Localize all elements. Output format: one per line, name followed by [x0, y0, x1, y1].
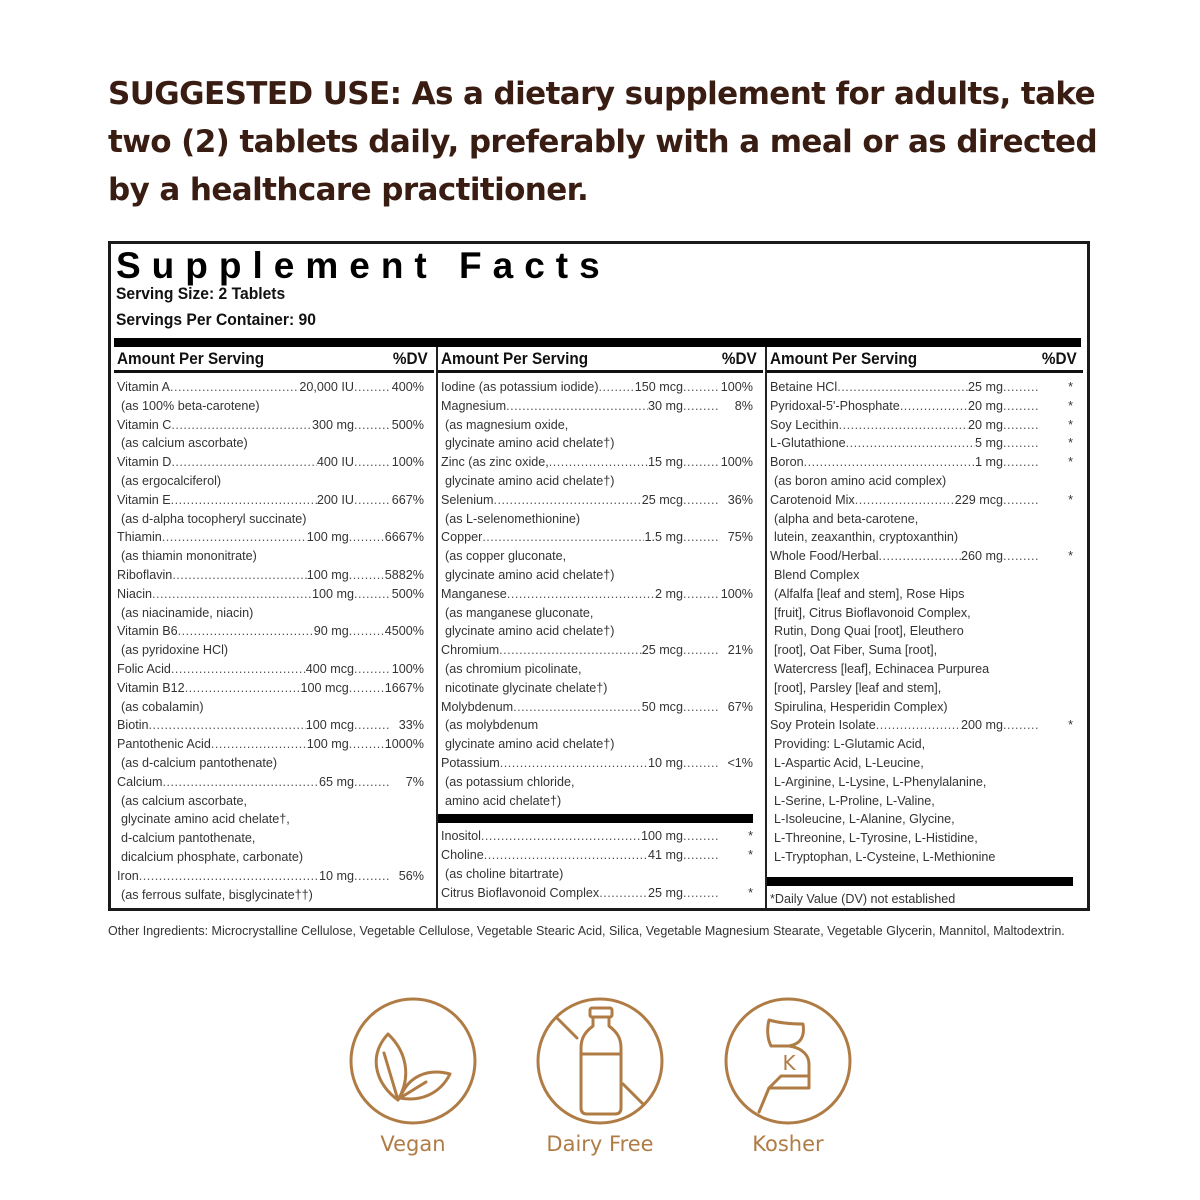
- nutrient-source: glycinate amino acid chelate†): [445, 737, 615, 752]
- dot-leader: [683, 641, 719, 660]
- svg-text:K: K: [782, 1051, 796, 1075]
- nutrient-amount: 15 mg: [647, 455, 683, 470]
- dot-leader: [354, 378, 390, 397]
- dot-leader: [846, 434, 975, 453]
- facts-title: Supplement Facts: [116, 245, 611, 286]
- nutrient-row: [117, 453, 424, 472]
- nutrient-source: (alpha and beta-carotene,: [774, 511, 919, 526]
- nutrient-dv: *: [1068, 455, 1073, 470]
- dot-leader: [804, 453, 975, 472]
- nutrient-dv: 100%: [720, 455, 753, 470]
- nutrient-source: dicalcium phosphate, carbonate): [121, 849, 304, 864]
- column-header: [438, 347, 763, 373]
- nutrient-dv: 500%: [391, 586, 424, 601]
- nutrient-name: Iron: [117, 868, 139, 883]
- nutrient-amount: 200 IU: [316, 492, 354, 507]
- nutrient-name: Vitamin E: [117, 492, 171, 507]
- nutrient-source: lutein, zeaxanthin, cryptoxanthin): [774, 530, 959, 545]
- dot-leader: [683, 585, 719, 604]
- dot-leader: [837, 378, 968, 397]
- nutrient-source: glycinate amino acid chelate†): [445, 567, 615, 582]
- nutrient-row: [770, 416, 1073, 435]
- dot-leader: [855, 491, 955, 510]
- nutrient-amount: 1 mg: [975, 455, 1003, 470]
- nutrient-row: [441, 453, 753, 472]
- nutrient-name: Soy Lecithin: [770, 417, 839, 432]
- dot-leader: [354, 867, 390, 886]
- nutrient-source: glycinate amino acid chelate†): [445, 473, 615, 488]
- dot-leader: [349, 528, 385, 547]
- nutrient-amount: 90 mg: [313, 624, 349, 639]
- dot-leader: [152, 585, 312, 604]
- nutrient-row: [117, 735, 424, 754]
- nutrient-source: Providing: L-Glutamic Acid,: [774, 737, 926, 752]
- nutrient-row: [441, 378, 753, 397]
- dot-leader: [499, 641, 642, 660]
- nutrient-row: [441, 827, 753, 846]
- nutrient-name: Chromium: [441, 643, 500, 658]
- nutrient-row: [117, 660, 424, 679]
- nutrient-source: (as calcium ascorbate): [121, 436, 248, 451]
- nutrient-name: Molybdenum: [441, 699, 514, 714]
- dot-leader: [139, 867, 319, 886]
- nutrient-name: Vitamin D: [117, 455, 172, 470]
- nutrient-amount: 1.5 mg: [644, 530, 683, 545]
- dot-leader: [500, 754, 648, 773]
- nutrient-amount: 30 mg: [647, 398, 683, 413]
- dot-leader: [683, 754, 719, 773]
- nutrient-name: Vitamin B12: [117, 680, 185, 695]
- nutrient-amount: 25 mg: [647, 885, 683, 900]
- nutrient-amount: 2 mg: [655, 586, 683, 601]
- dot-leader: [349, 622, 385, 641]
- dot-leader: [839, 416, 968, 435]
- nutrient-row: [441, 754, 753, 773]
- nutrient-row: [770, 453, 1073, 472]
- nutrient-source: (as potassium chloride,: [445, 774, 575, 789]
- nutrient-list: [767, 373, 1083, 909]
- nutrient-source: (as copper gluconate,: [445, 549, 567, 564]
- nutrient-source: d-calcium pantothenate,: [121, 831, 256, 846]
- nutrient-source: nicotinate glycinate chelate†): [445, 680, 608, 695]
- nutrient-amount: 100 mg: [306, 530, 349, 545]
- dot-leader: [1003, 491, 1039, 510]
- nutrient-row: [441, 698, 753, 717]
- nutrient-dv: 400%: [391, 380, 424, 394]
- dot-leader: [185, 679, 301, 698]
- nutrient-dv: *: [748, 885, 753, 900]
- nutrient-amount: 10 mg: [647, 755, 683, 770]
- nutrient-dv: 8%: [734, 398, 753, 413]
- nutrient-dv: *: [1068, 436, 1073, 451]
- nutrient-amount: 10 mg: [318, 868, 354, 883]
- dot-leader: [171, 491, 317, 510]
- nutrient-amount: 50 mcg: [641, 699, 683, 714]
- nutrient-source: (as cobalamin): [121, 699, 204, 714]
- nutrient-row: [441, 491, 753, 510]
- dot-leader: [349, 679, 385, 698]
- nutrient-amount: 5 mg: [975, 436, 1003, 451]
- nutrient-dv: 100%: [720, 380, 753, 394]
- nutrient-source: [root], Oat Fiber, Suma [root],: [774, 643, 938, 658]
- dot-leader: [599, 884, 648, 903]
- nutrient-row: [117, 528, 424, 547]
- nutrient-source: L-Isoleucine, L-Alanine, Glycine,: [774, 812, 955, 827]
- dot-leader: [879, 547, 961, 566]
- nutrient-name: Riboflavin: [117, 567, 173, 582]
- dot-leader: [354, 773, 390, 792]
- specialty-list: [770, 378, 1073, 867]
- nutrient-dv: *: [1068, 718, 1073, 733]
- badge-kosher: [718, 996, 858, 1156]
- leaf-icon: [348, 996, 478, 1126]
- divider-bar: [114, 338, 1081, 347]
- dot-leader: [354, 416, 390, 435]
- nutrient-row: [441, 585, 753, 604]
- dot-leader: [170, 378, 299, 397]
- nutrient-source: L-Arginine, L-Lysine, L-Phenylalanine,: [774, 774, 987, 789]
- nutrient-row: [770, 716, 1073, 735]
- suggested-use-text: SUGGESTED USE: As a dietary supplement for adults, take two (2) tablets daily, preferably with a meal or as directed by a healthcare practitioner.: [108, 76, 1098, 208]
- dot-leader: [506, 397, 648, 416]
- amount-per-serving-label: Amount Per Serving: [770, 348, 918, 368]
- dot-leader: [171, 453, 317, 472]
- nutrient-name: Copper: [441, 530, 483, 545]
- nutrient-source: (as ferrous sulfate, bisglycinate††): [121, 887, 313, 902]
- divider-bar: [767, 877, 1073, 886]
- dot-leader: [484, 846, 648, 865]
- nutrient-name: Pyridoxal-5'-Phosphate: [770, 398, 900, 413]
- nutrient-amount: 65 mg: [318, 774, 354, 789]
- nutrient-row: [117, 867, 424, 886]
- nutrient-amount: 100 mg: [306, 567, 349, 582]
- amount-per-serving-label: Amount Per Serving: [441, 348, 589, 368]
- nutrient-row: [117, 773, 424, 792]
- dot-leader: [354, 585, 390, 604]
- nutrient-source: (as magnesium oxide,: [445, 417, 569, 432]
- dot-leader: [683, 491, 719, 510]
- nutrient-dv: 4500%: [384, 624, 424, 639]
- nutrient-source: Rutin, Dong Quai [root], Eleuthero: [774, 624, 964, 639]
- nutrient-row: [770, 434, 1073, 453]
- nutrient-row: [117, 585, 424, 604]
- nutrient-source: (as molybdenum: [445, 718, 539, 733]
- nutrient-source: Blend Complex: [774, 567, 860, 582]
- nutrient-name: Vitamin A: [117, 380, 170, 394]
- nutrient-dv: 56%: [398, 868, 424, 883]
- nutrient-name: Choline: [441, 848, 484, 863]
- nutrient-dv: 36%: [727, 492, 753, 507]
- servings-per-container: Servings Per Container: 90: [116, 310, 316, 329]
- nutrient-name: Whole Food/Herbal: [770, 549, 879, 564]
- nutrient-dv: 100%: [720, 586, 753, 601]
- facts-column-2: [436, 347, 763, 908]
- dot-leader: [211, 735, 307, 754]
- nutrient-amount: 20 mg: [967, 398, 1003, 413]
- nutrient-name: Pantothenic Acid: [117, 737, 211, 752]
- nutrient-name: Boron: [770, 455, 804, 470]
- dot-leader: [349, 566, 385, 585]
- nutrient-amount: 25 mcg: [641, 643, 683, 658]
- nutrient-dv: *: [1068, 398, 1073, 413]
- nutrient-name: Iodine (as potassium iodide): [441, 380, 599, 394]
- nutrient-name: L-Glutathione: [770, 436, 846, 451]
- nutrient-dv: 1000%: [384, 737, 424, 752]
- nutrient-name: Folic Acid: [117, 661, 171, 676]
- dot-leader: [349, 735, 385, 754]
- nutrient-amount: 100 mg: [306, 737, 349, 752]
- nutrient-dv: *: [1068, 417, 1073, 432]
- nutrient-dv: *: [1068, 492, 1073, 507]
- nutrient-name: Magnesium: [441, 398, 507, 413]
- dot-leader: [354, 716, 390, 735]
- dot-leader: [1003, 716, 1039, 735]
- nutrient-name: Inositol: [441, 829, 481, 844]
- nutrient-source: (as d-calcium pantothenate): [121, 755, 278, 770]
- nutrient-list: [114, 373, 434, 904]
- nutrient-dv: *: [748, 829, 753, 844]
- dot-leader: [494, 491, 642, 510]
- badge-dairy-free: [530, 996, 670, 1156]
- dot-leader: [171, 416, 312, 435]
- nutrient-source: L-Serine, L-Proline, L-Valine,: [774, 793, 935, 808]
- dot-leader: [163, 773, 319, 792]
- nutrient-source: [root], Parsley [leaf and stem],: [774, 680, 942, 695]
- nutrient-name: Citrus Bioflavonoid Complex: [441, 885, 600, 900]
- nutrient-amount: 150 mcg: [634, 380, 683, 394]
- nutrient-amount: 20 mg: [967, 417, 1003, 432]
- nutrient-row: [117, 716, 424, 735]
- dot-leader: [683, 827, 719, 846]
- divider-bar: [438, 814, 753, 823]
- nutrient-source: (as calcium ascorbate,: [121, 793, 247, 808]
- dv-footnote: *Daily Value (DV) not established: [770, 891, 956, 906]
- nutrient-source: L-Threonine, L-Tyrosine, L-Histidine,: [774, 831, 978, 846]
- dot-leader: [354, 491, 390, 510]
- nutrient-source: (as pyridoxine HCl): [121, 643, 229, 658]
- nutrient-dv: 500%: [391, 417, 424, 432]
- nutrient-dv: 6667%: [384, 530, 424, 545]
- nutrient-dv: 67%: [727, 699, 753, 714]
- nutrient-amount: 41 mg: [647, 848, 683, 863]
- dot-leader: [354, 453, 390, 472]
- nutrient-dv: 33%: [398, 718, 424, 733]
- column-header: [767, 347, 1083, 373]
- no-milk-bottle-icon: [535, 996, 665, 1126]
- nutrient-row: [770, 378, 1073, 397]
- nutrient-name: Vitamin B6: [117, 624, 178, 639]
- nutrient-source: (as L-selenomethionine): [445, 511, 581, 526]
- dot-leader: [149, 716, 306, 735]
- dot-leader: [900, 397, 968, 416]
- dv-label: %DV: [393, 348, 428, 368]
- nutrient-source: amino acid chelate†): [445, 793, 562, 808]
- nutrient-amount: 20,000 IU: [299, 380, 354, 394]
- dot-leader: [1003, 453, 1039, 472]
- dot-leader: [683, 698, 719, 717]
- nutrient-amount: 400 IU: [316, 455, 354, 470]
- nutrient-name: Manganese: [441, 586, 507, 601]
- nutrient-amount: 100 mg: [311, 586, 354, 601]
- nutrient-source: glycinate amino acid chelate†): [445, 624, 615, 639]
- badge-label: Kosher: [752, 1132, 824, 1156]
- amount-per-serving-label: Amount Per Serving: [117, 348, 265, 368]
- nutrient-source: [fruit], Citrus Bioflavonoid Complex,: [774, 605, 971, 620]
- nutrient-amount: 260 mg: [960, 549, 1003, 564]
- nutrient-name: Selenium: [441, 492, 494, 507]
- dot-leader: [513, 698, 642, 717]
- dot-leader: [683, 884, 719, 903]
- nutrient-source: glycinate amino acid chelate†,: [121, 812, 290, 827]
- nutrient-row: [117, 566, 424, 585]
- nutrient-row: [770, 397, 1073, 416]
- nutrient-name: Niacin: [117, 586, 152, 601]
- nutrient-name: Thiamin: [117, 530, 162, 545]
- dot-leader: [171, 660, 306, 679]
- dot-leader: [1003, 397, 1039, 416]
- nutrient-dv: 21%: [727, 643, 753, 658]
- nutrient-amount: 100 mcg: [305, 718, 354, 733]
- nutrient-source: Watercress [leaf], Echinacea Purpurea: [774, 661, 990, 676]
- facts-column-3: [765, 347, 1083, 908]
- nutrient-row: [441, 884, 753, 903]
- dv-label: %DV: [722, 348, 757, 368]
- nutrient-amount: 25 mcg: [641, 492, 683, 507]
- nutrient-row: [117, 378, 424, 397]
- nutrient-dv: *: [1068, 549, 1073, 564]
- nutrient-amount: 100 mg: [640, 829, 683, 844]
- dot-leader: [1003, 547, 1039, 566]
- nutrient-amount: 300 mg: [311, 417, 354, 432]
- dot-leader: [683, 453, 719, 472]
- nutrient-source: (as d-alpha tocopheryl succinate): [121, 511, 307, 526]
- column-header: [114, 347, 434, 373]
- nutrient-dv: 100%: [391, 455, 424, 470]
- nutrient-name: Potassium: [441, 755, 500, 770]
- nutrient-name: Zinc (as zinc oxide,: [441, 455, 549, 470]
- nutrient-source: (as thiamin mononitrate): [121, 549, 257, 564]
- nutrient-dv: <1%: [727, 755, 753, 770]
- nutrient-source: (as ergocalciferol): [121, 473, 222, 488]
- dot-leader: [876, 716, 961, 735]
- nutrient-dv: *: [1068, 380, 1073, 394]
- nutrient-source: L-Tryptophan, L-Cysteine, L-Methionine: [774, 849, 996, 864]
- nutrient-row: [441, 397, 753, 416]
- nutrient-source: (Alfalfa [leaf and stem], Rose Hips: [774, 586, 965, 601]
- nutrient-name: Vitamin C: [117, 417, 172, 432]
- nutrient-source: (as 100% beta-carotene): [121, 398, 260, 413]
- nutrient-source: glycinate amino acid chelate†): [445, 436, 615, 451]
- dot-leader: [354, 660, 390, 679]
- dot-leader: [683, 846, 719, 865]
- dot-leader: [1003, 416, 1039, 435]
- nutrient-row: [117, 622, 424, 641]
- supplement-facts-panel: [108, 241, 1090, 911]
- nutrient-name: Calcium: [117, 774, 163, 789]
- dv-label: %DV: [1042, 348, 1077, 368]
- nutrient-dv: *: [748, 848, 753, 863]
- dot-leader: [507, 585, 655, 604]
- nutrient-source: (as manganese gluconate,: [445, 605, 594, 620]
- nutrient-row: [117, 491, 424, 510]
- dot-leader: [1003, 434, 1039, 453]
- nutrient-row: [770, 491, 1073, 510]
- nutrient-dv: 100%: [391, 661, 424, 676]
- nutrient-dv: 1667%: [384, 680, 424, 695]
- dot-leader: [683, 528, 719, 547]
- nutrient-dv: 5882%: [384, 567, 424, 582]
- nutrient-source: Spirulina, Hesperidin Complex): [774, 699, 948, 714]
- dot-leader: [162, 528, 307, 547]
- nutrient-source: (as chromium picolinate,: [445, 661, 582, 676]
- nutrient-row: [441, 846, 753, 865]
- dot-leader: [683, 378, 719, 397]
- nutrient-source: (as boron amino acid complex): [774, 473, 947, 488]
- nutrient-source: L-Aspartic Acid, L-Leucine,: [774, 755, 924, 770]
- nutrient-row: [441, 641, 753, 660]
- dot-leader: [1003, 378, 1039, 397]
- dot-leader: [549, 453, 648, 472]
- certification-badges: [0, 996, 1200, 1166]
- dot-leader: [683, 397, 719, 416]
- nutrient-source: (as choline bitartrate): [445, 866, 564, 881]
- nutrient-name: Carotenoid Mix: [770, 492, 855, 507]
- dot-leader: [482, 528, 644, 547]
- nutrient-dv: 667%: [391, 492, 424, 507]
- dot-leader: [172, 566, 306, 585]
- facts-column-1: [114, 347, 434, 908]
- nutrient-dv: 75%: [727, 530, 753, 545]
- nutrient-list: [438, 373, 763, 903]
- dot-leader: [481, 827, 641, 846]
- nutrient-amount: 229 mcg: [954, 492, 1003, 507]
- nutrient-row: [117, 416, 424, 435]
- nutrient-row: [441, 528, 753, 547]
- other-nutrient-list: [441, 827, 753, 902]
- badge-label: Dairy Free: [546, 1132, 654, 1156]
- serving-size: Serving Size: 2 Tablets: [116, 284, 286, 303]
- nutrient-name: Betaine HCl: [770, 380, 838, 394]
- badge-label: Vegan: [380, 1132, 446, 1156]
- nutrient-source: (as niacinamide, niacin): [121, 605, 254, 620]
- dot-leader: [599, 378, 635, 397]
- mineral-list: [441, 378, 753, 810]
- nutrient-name: Soy Protein Isolate: [770, 718, 876, 733]
- nutrient-amount: 400 mcg: [305, 661, 354, 676]
- kosher-k-icon: [723, 996, 853, 1126]
- nutrient-name: Biotin: [117, 718, 149, 733]
- nutrient-amount: 200 mg: [960, 718, 1003, 733]
- badge-vegan: [343, 996, 483, 1156]
- nutrient-row: [770, 547, 1073, 566]
- nutrient-dv: 7%: [405, 774, 424, 789]
- nutrient-amount: 25 mg: [967, 380, 1003, 394]
- other-ingredients: Other Ingredients: Microcrystalline Cellulose, Vegetable Cellulose, Vegetable Stearic Acid, Silica, Vegetable Magnesium Stearate, Vegetable Glycerin, Mannitol, Maltodextrin.: [108, 924, 1065, 938]
- dot-leader: [178, 622, 314, 641]
- nutrient-row: [117, 679, 424, 698]
- nutrient-amount: 100 mcg: [300, 680, 349, 695]
